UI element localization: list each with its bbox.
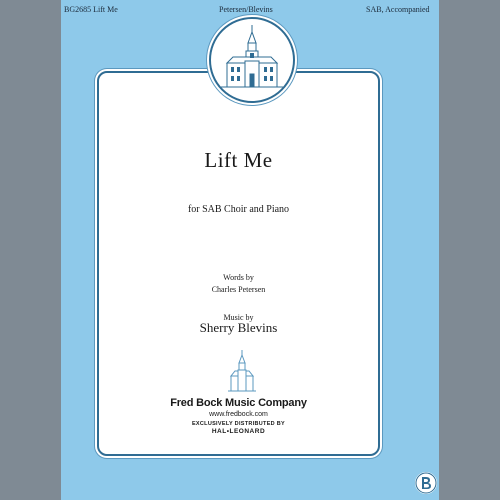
song-title: Lift Me (204, 148, 273, 172)
music-label: Music by (223, 313, 254, 322)
church-medallion (209, 17, 295, 103)
small-church-icon (228, 350, 256, 399)
words-label: Words by (223, 273, 254, 282)
voicing-label: SAB, Accompanied (366, 5, 430, 14)
distribution-note: EXCLUSIVELY DISTRIBUTED BY (191, 421, 286, 427)
arrangement-subtitle: for SAB Choir and Piano (187, 204, 290, 215)
publisher-name: Fred Bock Music Company (170, 397, 307, 409)
lyricist-name: Charles Petersen (211, 285, 266, 294)
catalog-number: BG2685 Lift Me (64, 5, 118, 14)
church-illustration (211, 19, 293, 101)
composer-names: Petersen/Blevins (219, 5, 273, 14)
publisher-logo-icon (415, 472, 437, 494)
composer-name: Sherry Blevins (199, 320, 278, 335)
publisher-website: www.fredbock.com (209, 411, 268, 418)
distributor-name: HAL•LEONARD (211, 428, 266, 435)
